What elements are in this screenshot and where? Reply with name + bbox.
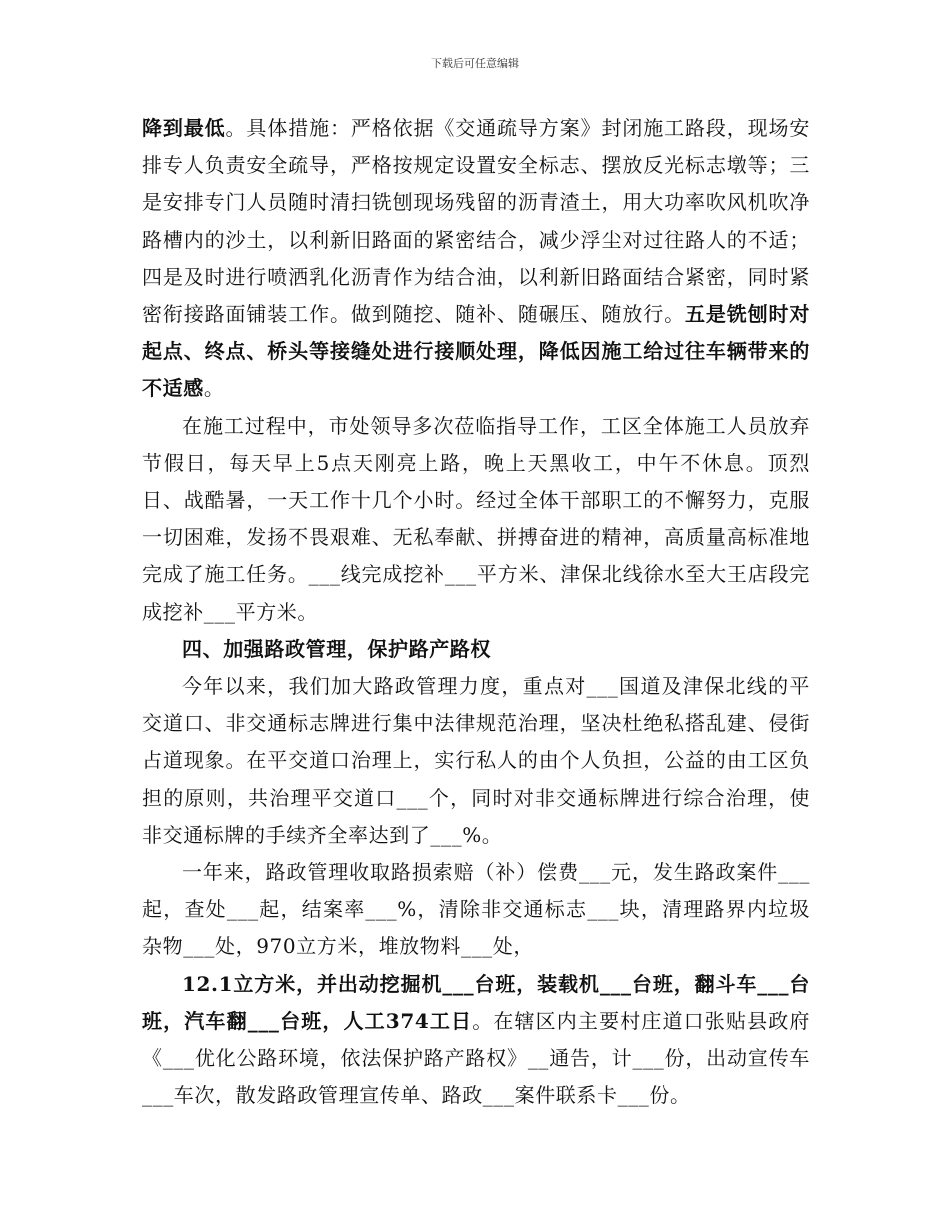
paragraph-construction-process (142, 408, 810, 631)
text: 。具体措施：严格依据《交通疏导方案》封闭施工路段，现场安排专人负责安全疏导，严格按规定设置安全标志、摆放反光标志墩等；三是安排专门人员随时清扫铣刨现场残留的沥青渣土，用大功率吹风机吹净路槽内的沙土，以利新旧路面的紧密结合，减少浮尘对过往路人的不适；四是及时进行喷洒乳化沥青作为结合油，以利新旧路面结合紧密，同时紧密衔接路面铺装工作。做到随挖、随补、随碾压、随放行。 (142, 116, 810, 327)
text: 。在辖区内主要村庄道口张贴县政府《___优化公路环境，依法保护路产路权》__通告，计___份，出动宣传车___车次，散发路政管理宣传单、路政___案件联系卡___份。 (142, 1008, 810, 1108)
heading-text: 四、加强路政管理，保护路产路权 (182, 636, 491, 661)
paragraph-road-administration (142, 668, 810, 854)
text: 。 (203, 376, 225, 401)
paragraph-equipment-publicity (142, 966, 810, 1115)
section-heading (142, 631, 810, 668)
paragraph-annual-summary (142, 854, 810, 966)
text-bold: 降到最低 (142, 116, 226, 140)
document-body (142, 110, 810, 1114)
paragraph-construction-measures (142, 110, 810, 408)
text: 在施工过程中，市处领导多次莅临指导工作，工区全体施工人员放弃节假日，每天早上5点天刚亮上路，晚上天黑收工，中午不休息。顶烈日、战酷暑，一天工作十几个小时。经过全体干部职工的不懈努力，克服一切困难，发扬不畏艰难、无私奉献、拼搏奋进的精神，高质量高标准地完成了施工任务。___线完成挖补___平方米、津保北线徐水至大王店段完成挖补___平方米。 (142, 413, 810, 624)
text-bold: 12.1立方米，并出动挖掘机___台班，装载机___台班，翻斗车___台班，汽车翻___台班，人工374工日 (142, 971, 810, 1033)
text: 今年以来，我们加大路政管理力度，重点对___国道及津保北线的平交道口、非交通标志牌进行集中法律规范治理，坚决杜绝私搭乱建、侵街占道现象。在平交道口治理上，实行私人的由个人负担，公益的由工区负担的原则，共治理平交道口___个，同时对非交通标牌进行综合治理，使非交通标牌的手续齐全率达到了___%。 (142, 674, 810, 847)
text-bold: 五是铣刨时对起点、终点、桥头等接缝处进行接顺处理，降低因施工给过往车辆带来的不适感 (142, 302, 810, 401)
text: 一年来，路政管理收取路损索赔（补）偿费___元，发生路政案件___起，查处___起，结案率___%，清除非交通标志___块，清理路界内垃圾杂物___处，970立方米，堆放物料___处， (142, 860, 810, 959)
page-header: 下载后可任意编辑 (431, 57, 519, 70)
